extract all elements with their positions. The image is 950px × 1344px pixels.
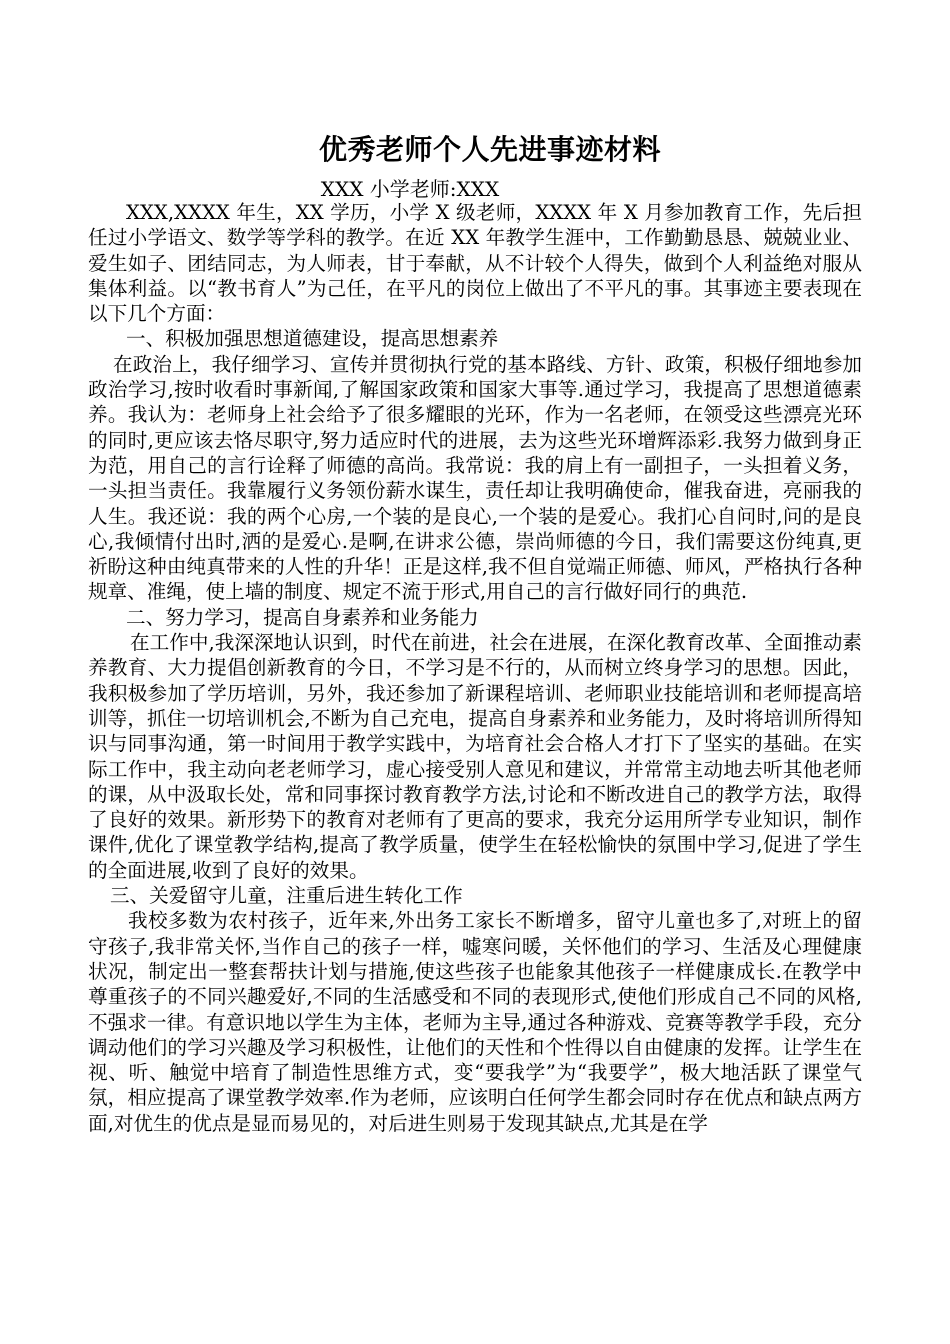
document-body	[88, 200, 862, 1136]
intro-paragraph: XXX,XXXX 年生，XX 学历，小学 X 级老师，XXXX 年 X 月参加教育工作，先后担任过小学语文、数学等学科的教学。在近 XX 年教学生涯中，工作勤勤恳恳、兢兢业业、爱生如子、团结同志，为人师表，甘于奉献，从不计较个人得失，做到个人利益绝对服从集体利益。以“教书育人”为己任，在平凡的岗位上做出了不平凡的事。其事迹主要表现在以下几个方面：	[88, 201, 862, 326]
document-title: 优秀老师个人先进事迹材料	[318, 133, 661, 166]
section-heading-3: 三、关爱留守儿童，注重后进生转化工作	[110, 884, 463, 908]
section-body-3: 我校多数为农村孩子，近年来,外出务工家长不断增多，留守儿童也多了,对班上的留守孩子,我非常关怀,当作自己的孩子一样，嘘寒问暖，关怀他们的学习、生活及心理健康状况，制定出一整套帮扶计划与措施,使这些孩子也能象其他孩子一样健康成长.在教学中尊重孩子的不同兴趣爱好,不同的生活感受和不同的表现形式,使他们形成自己不同的风格,不强求一律。有意识地以学生为主体，老师为主导,通过各种游戏、竞赛等教学手段，充分调动他们的学习兴趣及学习积极性，让他们的天性和个性得以自由健康的发挥。让学生在视、听、触觉中培育了制造性思维方式，变“要我学”为“我要学”，极大地活跃了课堂气氛，相应提高了课堂教学效率.作为老师，应该明白任何学生都会同时存在优点和缺点两方面,对优生的优点是显而易见的，对后进生则易于发现其缺点,尤其是在学	[88, 909, 862, 1135]
section-body-2: 在工作中,我深深地认识到，时代在前进，社会在进展，在深化教育改革、全面推动素养教育、大力提倡创新教育的今日，不学习是不行的，从而树立终身学习的思想。因此，我积极参加了学历培训，另外，我还参加了新课程培训、老师职业技能培训和老师提高培训等，抓住一切培训机会,不断为自己充电，提高自身素养和业务能力，及时将培训所得知识与同事沟通，第一时间用于教学实践中，为培育社会合格人才打下了坚实的基础。在实际工作中，我主动向老老师学习，虚心接受别人意见和建议，并常常主动地去听其他老师的课，从中汲取长处，常和同事探讨教育教学方法,讨论和不断改进自己的教学方法，取得了良好的效果。新形势下的教育对老师有了更高的要求，我充分运用所学专业知识，制作课件,优化了课堂教学结构,提高了教学质量，使学生在轻松愉快的氛围中学习,促进了学生的全面进展,收到了良好的效果。	[88, 631, 862, 882]
section-heading-1: 一、积极加强思想道德建设，提高思想素养	[126, 327, 499, 351]
author-line: XXX 小学老师:XXX	[320, 177, 500, 201]
section-body-1: 在政治上，我仔细学习、宣传并贯彻执行党的基本路线、方针、政策，积极仔细地参加政治学习,按时收看时事新闻,了解国家政策和国家大事等.通过学习，我提高了思想道德素养。我认为：老师身上社会给予了很多耀眼的光环，作为一名老师，在领受这些漂亮光环的同时,更应该去恪尽职守,努力适应时代的进展，去为这些光环增辉添彩.我努力做到身正为范，用自己的言行诠释了师德的高尚。我常说：我的肩上有一副担子，一头担着义务，一头担当责任。我靠履行义务领份薪水谋生，责任却让我明确使命，催我奋进，亮丽我的人生。我还说：我的两个心房,一个装的是良心,一个装的是爱心。我扪心自问时,问的是良心,我倾情付出时,洒的是爱心.是啊,在讲求公德，崇尚师德的今日，我们需要这份纯真,更祈盼这种由纯真带来的人性的升华！正是这样,我不但自觉端正师德、师风，严格执行各种规章、准绳，使上墙的制度、规定不流于形式,用自己的言行做好同行的典范.	[88, 352, 862, 604]
section-heading-2: 二、努力学习，提高自身素养和业务能力	[126, 605, 479, 629]
